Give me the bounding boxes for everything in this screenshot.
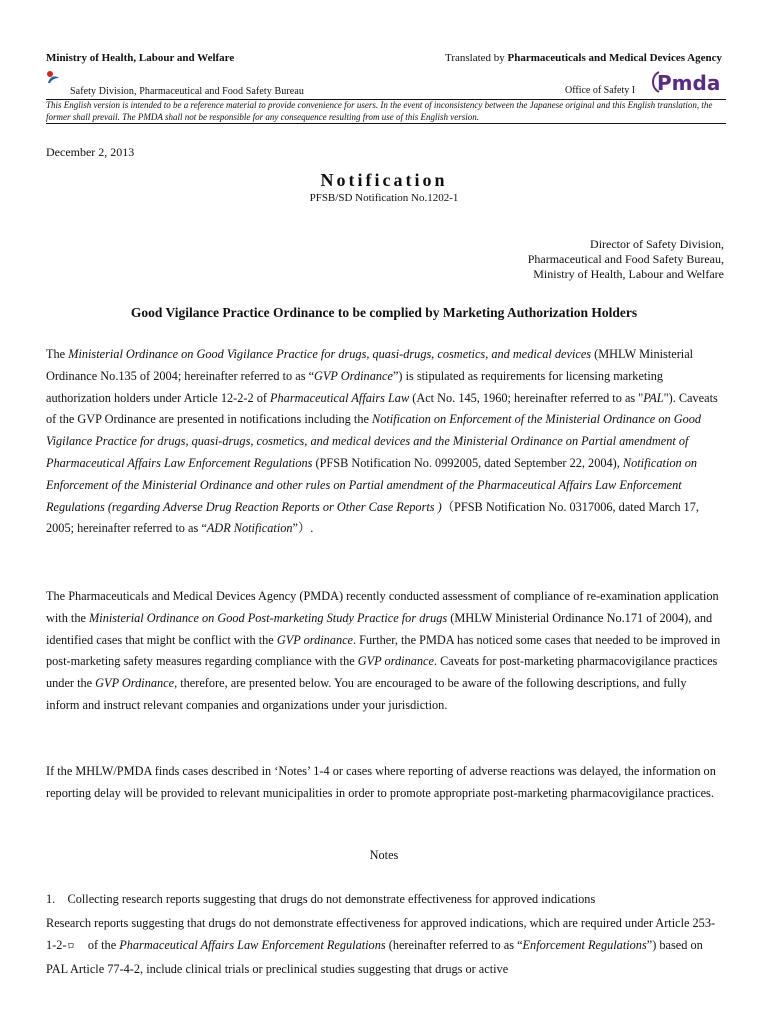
- translated-by-prefix: Translated by: [444, 52, 508, 64]
- document-subject: Good Vigilance Practice Ordinance to be complied by Marketing Authorization Holders: [130, 305, 638, 320]
- bureau-name: Safety Division, Pharmaceutical and Food Safety Bureau: [70, 86, 304, 97]
- translation-disclaimer: This English version is intended to be a reference material to provide convenience for users. In the event of inconsistency between the Japanese original and this English translation, the former shall prevail. The PMDA shall not be responsible for any consequence resulting from use of this English version.: [46, 100, 713, 122]
- paragraph-reporting-delay: If the MHLW/PMDA finds cases described in ‘Notes’ 1-4 or cases where reporting of adverse reactions was delayed, the information on reporting delay will be provided to relevant municipalities in order to promote appropriate post-marketing pharmacovigilance practices.: [46, 764, 716, 800]
- note-1-body: Research reports suggesting that drugs do not demonstrate effectiveness for approved indications, which are required under Article 253-1-2-ロ of the Pharmaceutical Affairs Law Enforcement Regulations (hereinafter referred to as “Enforcement Regulations”) based on PAL Article 77-4-2, include clinical trials or preclinical studies suggesting that drugs or active: [46, 916, 716, 976]
- disclaimer-rule: [46, 123, 726, 124]
- notes-heading: Notes: [369, 848, 399, 862]
- note-1-title: 1. Collecting research reports suggesting that drugs do not demonstrate effectiveness for approved indications: [46, 892, 596, 906]
- notification-number: PFSB/SD Notification No.1202-1: [309, 192, 459, 204]
- document-title: Notification: [320, 170, 448, 190]
- mhlw-logo-icon: [46, 70, 60, 84]
- translated-by: [445, 52, 722, 64]
- paragraph-gvp-ordinance: The Ministerial Ordinance on Good Vigilance Practice for drugs, quasi-drugs, cosmetics, and medical devices (MHLW Ministerial Ordinance No.135 of 2004; hereinafter referred to as “GVP Ordinance”) is stipulated as requirements for licensing marketing authorization holders under Article 12-2-2 of Pharmaceutical Affairs Law (Act No. 145, 1960; hereinafter referred to as "PAL"). Caveats of the GVP Ordinance are presented in notifications including the Notification on Enforcement of the Ministerial Ordinance on Good Vigilance Practice for drugs, quasi-drugs, cosmetics, and medical devices and the Ministerial Ordinance on Partial amendment of Pharmaceutical Affairs Law Enforcement Regulations (PFSB Notification No. 0992005, dated September 22, 2004), Notification on Enforcement of the Ministerial Ordinance and other rules on Partial amendment of the Pharmaceutical Affairs Law Enforcement Regulations (regarding Adverse Drug Reaction Reports or Other Case Reports )（PFSB Notification No. 0317006, dated March 17, 2005; hereinafter referred to as “ADR Notification”）.: [46, 347, 718, 536]
- paragraph-pmda-assessment: The Pharmaceuticals and Medical Devices Agency (PMDA) recently conducted assessment of compliance of re-examination application with the Ministerial Ordinance on Good Post-marketing Study Practice for drugs (MHLW Ministerial Ordinance No.171 of 2004), and identified cases that might be conflict with the GVP ordinance. Further, the PMDA has noticed some cases that needed to be improved in post-marketing safety measures regarding compliance with the GVP ordinance. Caveats for post-marketing pharmacovigilance practices under the GVP Ordinance, therefore, are presented below. You are encouraged to be aware of the following descriptions, and fully inform and instruct relevant companies and organizations under your jurisdiction.: [46, 589, 721, 712]
- pmda-logo-text: Pmda: [657, 71, 721, 95]
- issuer-line: Ministry of Health, Labour and Welfare: [533, 267, 724, 281]
- translator-org: Pharmaceuticals and Medical Devices Agency: [507, 52, 722, 64]
- issuer-block: [528, 237, 724, 282]
- issuer-line: Pharmaceutical and Food Safety Bureau,: [527, 252, 724, 266]
- article-item-mark: ロ: [66, 941, 76, 952]
- ministry-name: Ministry of Health, Labour and Welfare: [46, 52, 235, 64]
- document-date: December 2, 2013: [46, 145, 135, 159]
- pmda-logo-icon: [649, 68, 723, 96]
- issuer-line: Director of Safety Division,: [590, 237, 724, 251]
- office-name: Office of Safety I: [565, 85, 636, 96]
